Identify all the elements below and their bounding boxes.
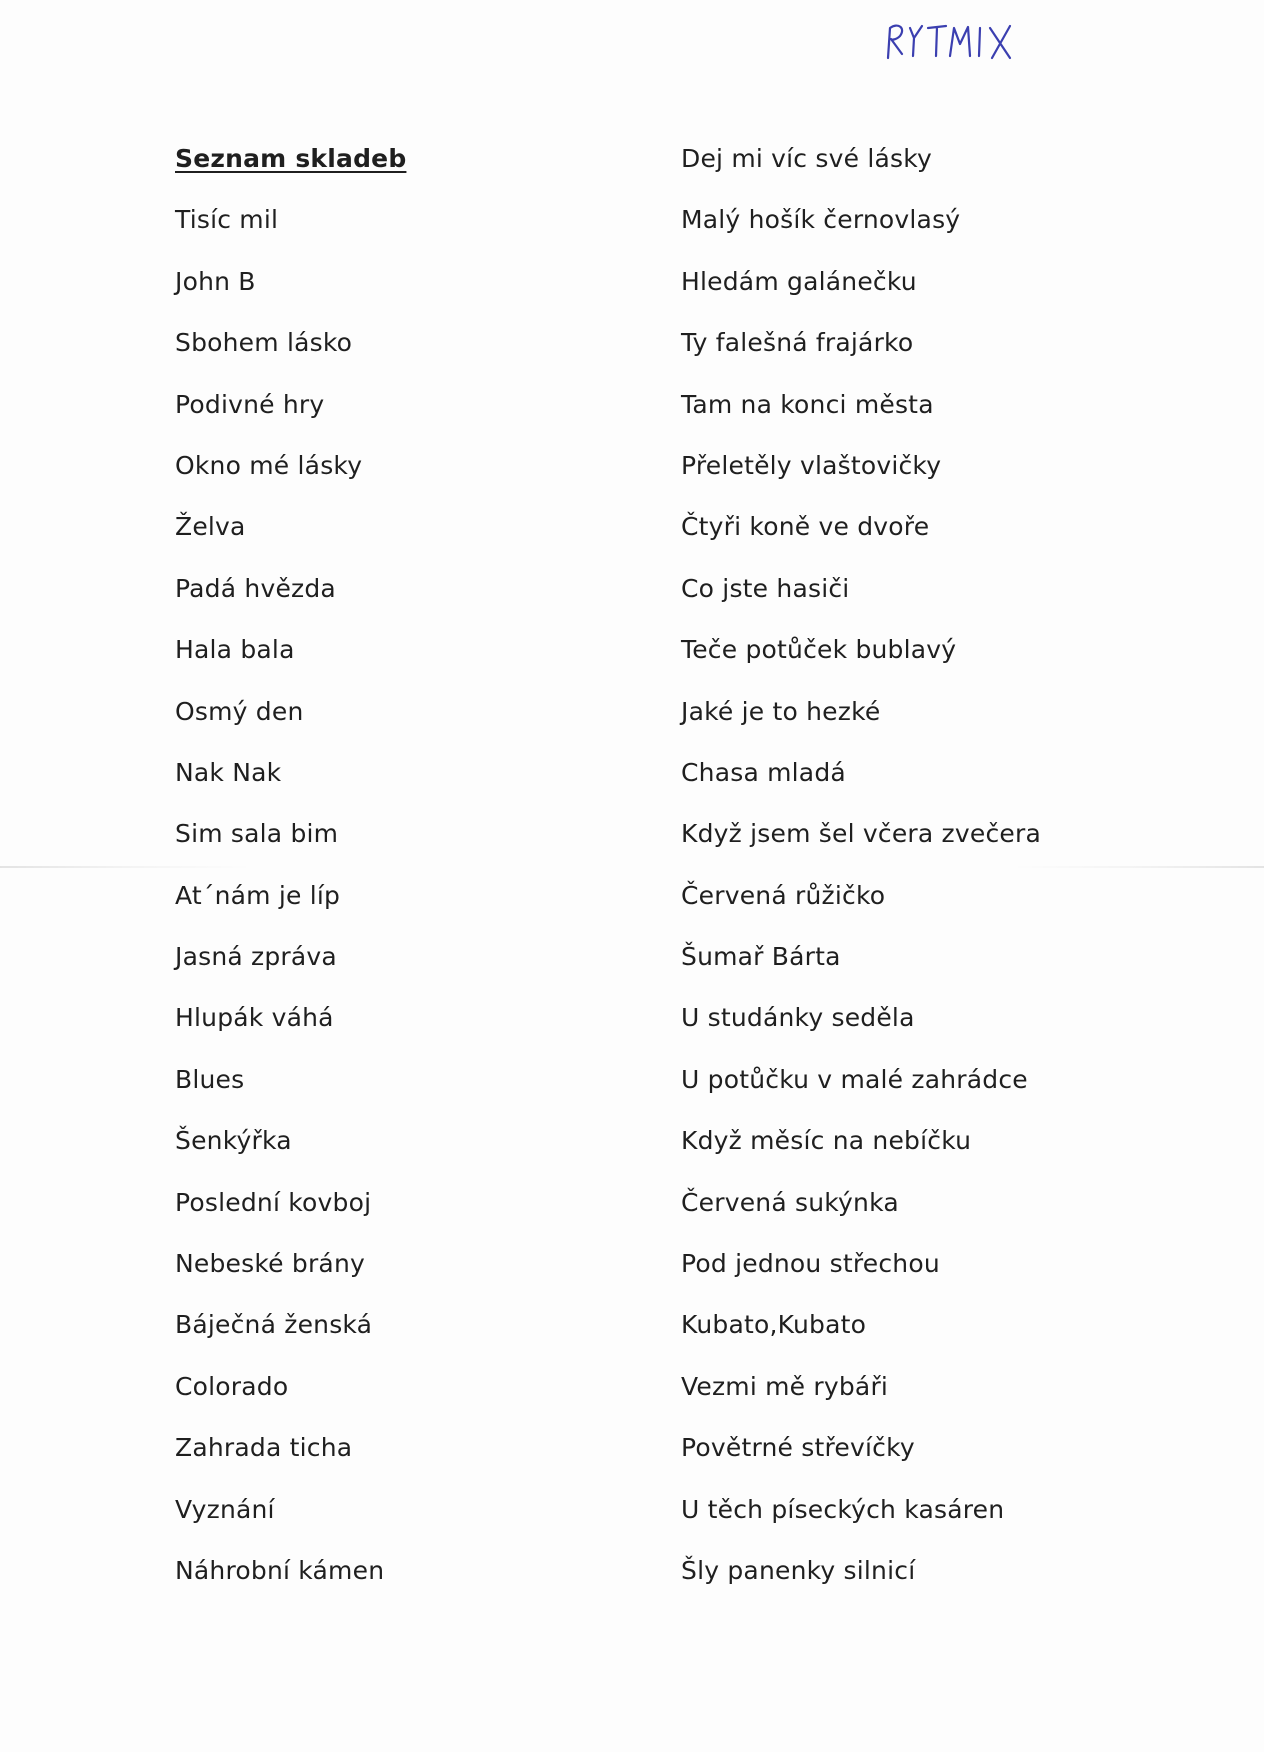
song-title: Chasa mladá bbox=[681, 757, 846, 787]
song-title: Blues bbox=[175, 1064, 245, 1094]
song-title: Hlupák váhá bbox=[175, 1003, 334, 1033]
song-title: Jaké je to hezké bbox=[681, 696, 881, 726]
song-title: Co jste hasiči bbox=[681, 573, 850, 603]
handwritten-annotation bbox=[880, 14, 1030, 64]
song-title: U studánky seděla bbox=[681, 1003, 915, 1033]
song-title: Báječná ženská bbox=[175, 1310, 373, 1340]
song-title: Nak Nak bbox=[175, 757, 282, 787]
song-title: Kubato,Kubato bbox=[681, 1310, 867, 1340]
song-title: Šly panenky silnicí bbox=[681, 1555, 916, 1585]
song-title: At´nám je líp bbox=[175, 880, 341, 910]
song-title: Sim sala bim bbox=[175, 819, 339, 849]
song-title: Tam na konci města bbox=[681, 389, 934, 419]
song-title: Červená růžičko bbox=[681, 880, 886, 910]
song-title: Malý hošík černovlasý bbox=[681, 205, 961, 235]
song-title: U potůčku v malé zahrádce bbox=[681, 1064, 1028, 1094]
song-title: Vezmi mě rybáři bbox=[681, 1371, 889, 1401]
song-title: Čtyři koně ve dvoře bbox=[681, 512, 930, 542]
song-title: Poslední kovboj bbox=[175, 1187, 372, 1217]
song-title: Želva bbox=[175, 512, 246, 542]
song-title: Podivné hry bbox=[175, 389, 325, 419]
song-title: Colorado bbox=[175, 1371, 289, 1401]
song-title: Povětrné střevíčky bbox=[681, 1433, 915, 1463]
song-title: Vyznání bbox=[175, 1494, 275, 1524]
song-title: Ty falešná frajárko bbox=[681, 328, 914, 358]
song-title: Hala bala bbox=[175, 635, 295, 665]
song-title: Šumař Bárta bbox=[681, 942, 841, 972]
song-title: Zahrada ticha bbox=[175, 1433, 353, 1463]
song-title: Přeletěly vlaštovičky bbox=[681, 450, 942, 480]
song-list-right bbox=[681, 142, 1221, 1615]
song-title: Náhrobní kámen bbox=[175, 1555, 385, 1585]
song-title: Padá hvězda bbox=[175, 573, 336, 603]
page-title: Seznam skladeb bbox=[175, 144, 407, 173]
song-title: Jasná zpráva bbox=[175, 942, 337, 972]
song-title: U těch píseckých kasáren bbox=[681, 1494, 1005, 1524]
song-title: Hledám galánečku bbox=[681, 266, 917, 296]
song-title: Teče potůček bublavý bbox=[681, 635, 957, 665]
song-title: Sbohem lásko bbox=[175, 328, 353, 358]
song-title: Když měsíc na nebíčku bbox=[681, 1126, 972, 1156]
song-title: Nebeské brány bbox=[175, 1249, 365, 1279]
song-title: Dej mi víc své lásky bbox=[681, 144, 933, 173]
song-title: John B bbox=[175, 266, 256, 296]
song-title: Okno mé lásky bbox=[175, 450, 363, 480]
song-title: Červená sukýnka bbox=[681, 1187, 899, 1217]
song-title: Šenkýřka bbox=[175, 1126, 292, 1156]
song-title: Tisíc mil bbox=[175, 205, 279, 235]
song-title: Osmý den bbox=[175, 696, 304, 726]
song-list-left bbox=[175, 142, 635, 1615]
song-title: Pod jednou střechou bbox=[681, 1249, 940, 1279]
song-title: Když jsem šel včera zvečera bbox=[681, 819, 1041, 849]
